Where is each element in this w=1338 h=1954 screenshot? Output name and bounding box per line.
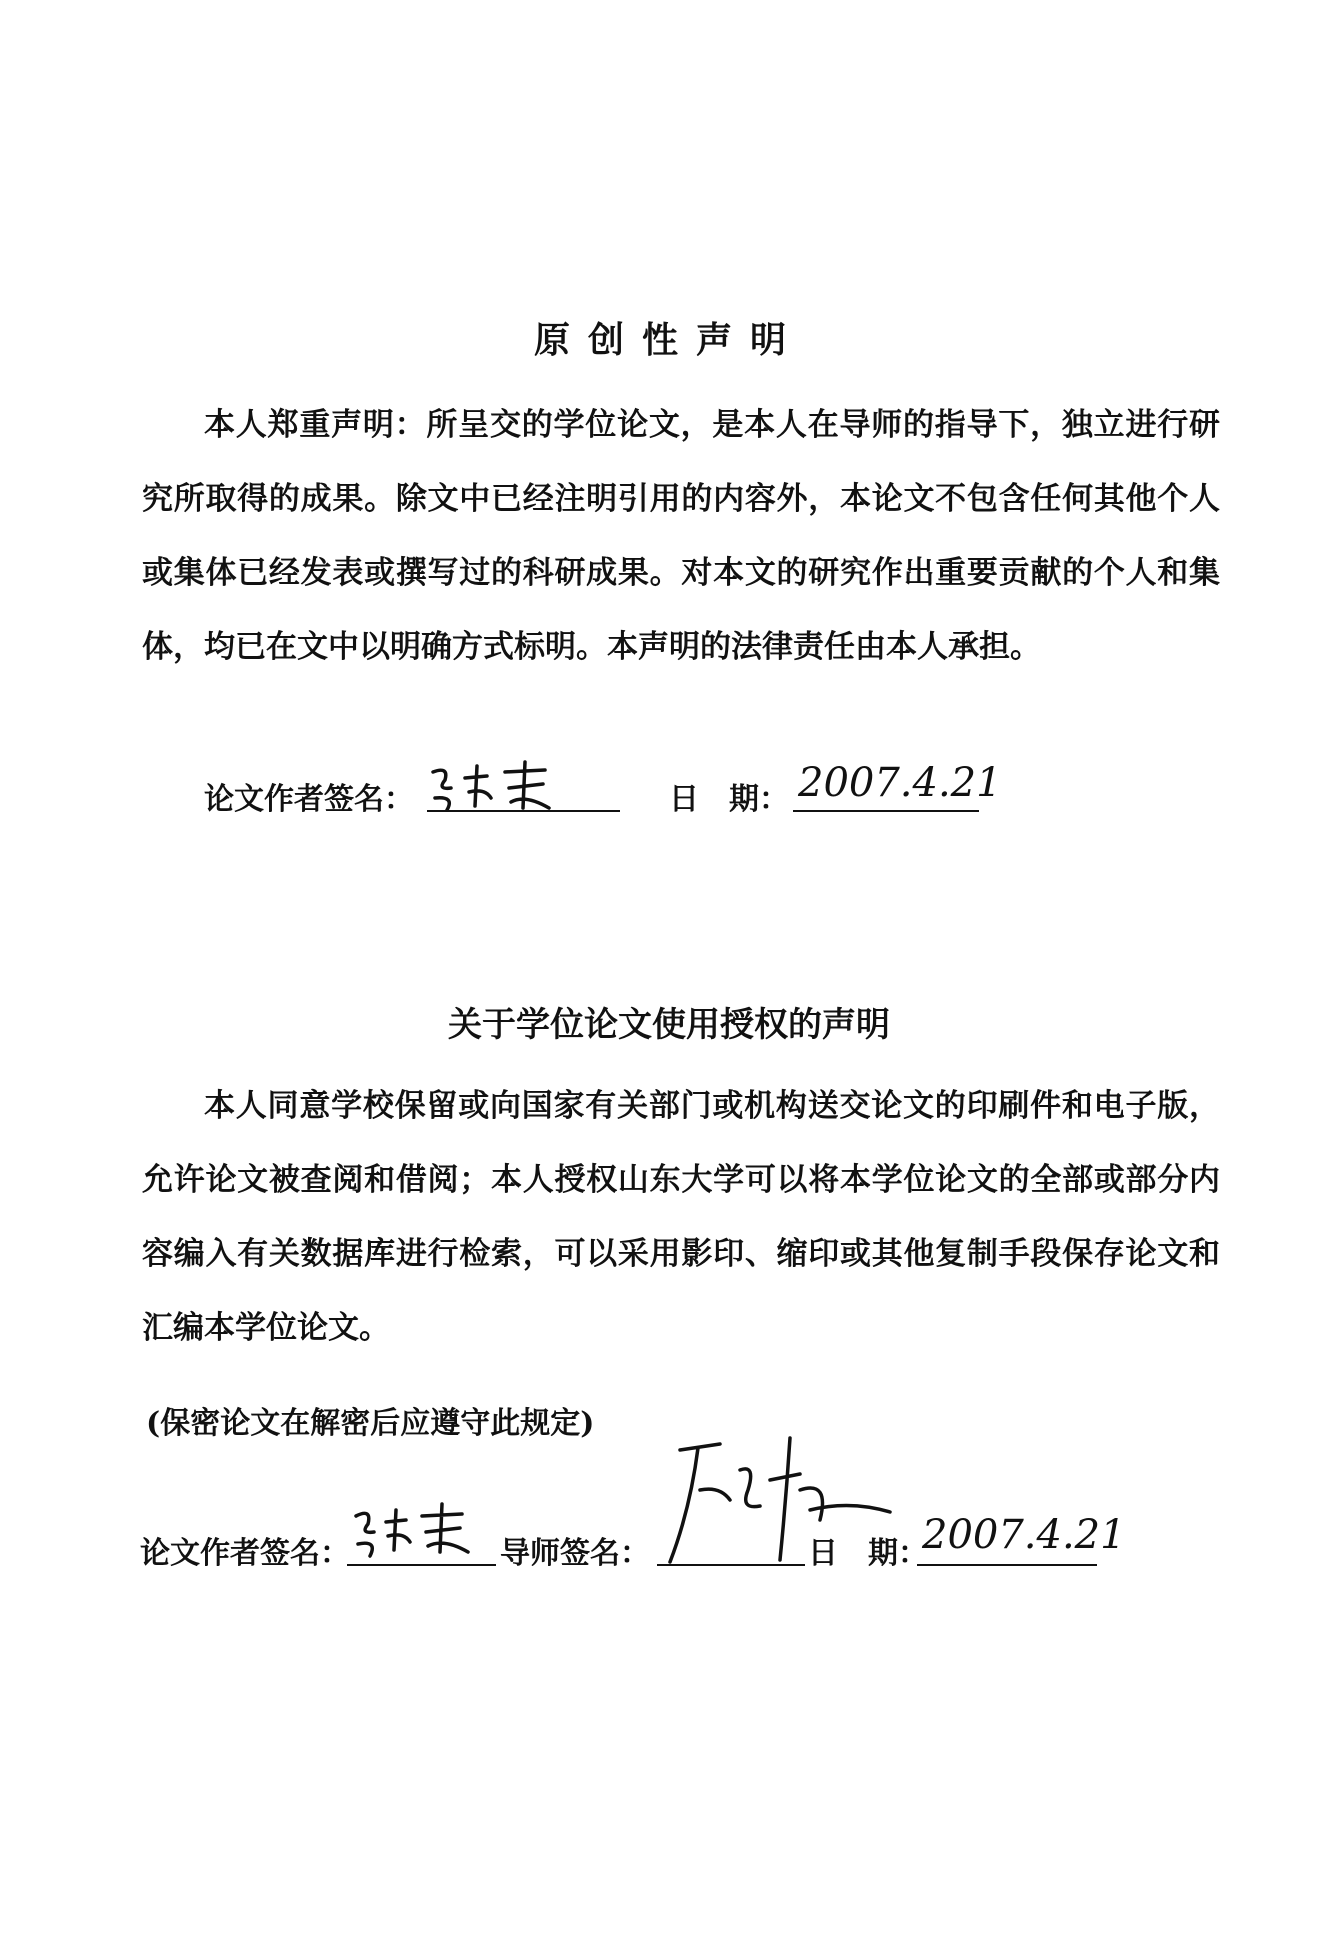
declaration1-title: 原创性声明 <box>533 319 804 361</box>
paragraph-line: 汇编本学位论文。 <box>142 1310 390 1346</box>
author-signature-label: 论文作者签名： <box>204 782 414 817</box>
paragraph-line: 允许论文被查阅和借阅；本人授权山东大学可以将本学位论文的全部或部分内 <box>142 1162 1220 1198</box>
declaration2-body <box>142 1069 1220 1365</box>
declaration2-title: 关于学位论文使用授权的声明 <box>448 1005 890 1045</box>
date-handwritten: 2007.4.21 <box>922 1512 1126 1558</box>
author-signature-image <box>425 758 575 818</box>
declaration1-body <box>142 388 1220 684</box>
paragraph-line: 体，均已在文中以明确方式标明。本声明的法律责任由本人承担。 <box>142 629 1041 665</box>
confidential-note: (保密论文在解密后应遵守此规定) <box>146 1406 595 1441</box>
paragraph-line: 本人郑重声明：所呈交的学位论文，是本人在导师的指导下，独立进行研 <box>204 407 1220 443</box>
paragraph-line: 本人同意学校保留或向国家有关部门或机构送交论文的印刷件和电子版， <box>204 1088 1220 1124</box>
date-handwritten: 2007.4.21 <box>798 760 1002 806</box>
paragraph-line: 究所取得的成果。除文中已经注明引用的内容外，本论文不包含任何其他个人 <box>142 481 1220 517</box>
paragraph-line: 或集体已经发表或撰写过的科研成果。对本文的研究作出重要贡献的个人和集 <box>142 555 1220 591</box>
author-signature-line <box>347 1564 496 1566</box>
advisor-signature-label: 导师签名： <box>500 1536 650 1571</box>
date-line <box>793 810 979 812</box>
paragraph-line: 容编入有关数据库进行检索，可以采用影印、缩印或其他复制手段保存论文和 <box>142 1236 1220 1272</box>
date-line <box>917 1564 1097 1566</box>
date-label: 日 期： <box>669 782 789 817</box>
date-label: 日 期： <box>808 1536 928 1571</box>
author-signature-label: 论文作者签名： <box>140 1536 350 1571</box>
author-signature-image <box>350 1500 490 1562</box>
